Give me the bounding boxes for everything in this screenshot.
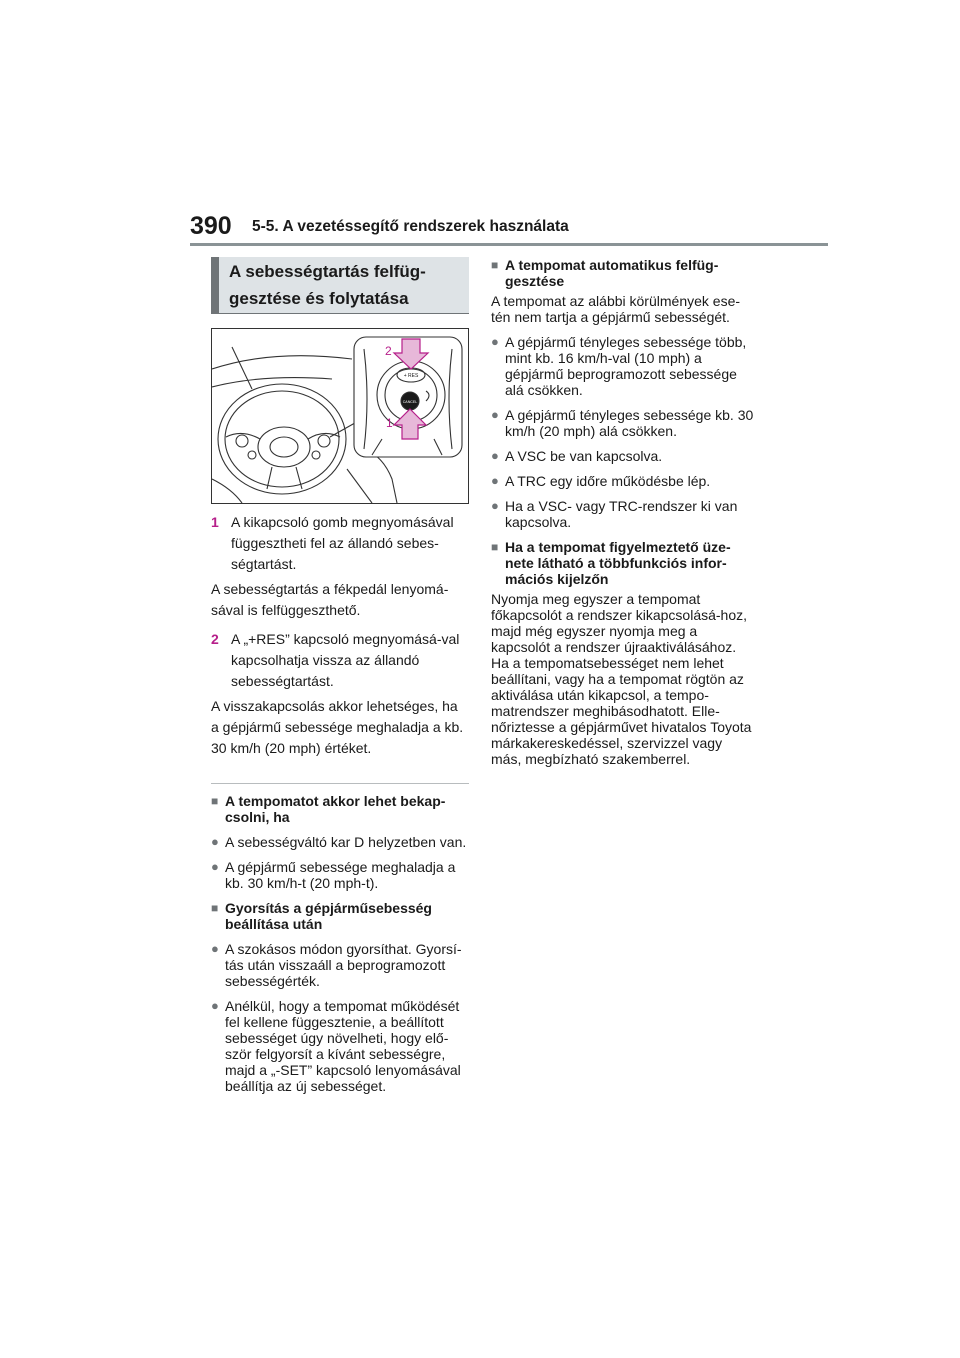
section-title xyxy=(229,258,426,312)
steering-hub xyxy=(258,427,310,467)
steering-wheel-illustration xyxy=(211,328,469,504)
section-title-box xyxy=(211,257,469,313)
circle-bullet-icon: ● xyxy=(211,941,219,956)
step-number: 2 xyxy=(211,631,219,647)
circle-bullet-icon: ● xyxy=(211,834,219,849)
cancel-label: CANCEL xyxy=(402,400,418,404)
page-number: 390 xyxy=(190,212,232,240)
section-box-rule xyxy=(211,313,469,314)
cruise-switch-location xyxy=(318,435,330,447)
left-column xyxy=(211,257,469,1094)
sub-heading-text: Gyorsítás a gépjárműsebesség beállítása után xyxy=(225,900,432,932)
step-number: 1 xyxy=(211,514,219,530)
right-column xyxy=(491,257,756,767)
list-item-text: A VSC be van kapcsolva. xyxy=(505,448,663,464)
section-title-line-1: A sebességtartás felfüg- xyxy=(229,262,426,281)
step-text: A kikapcsoló gomb megnyomásával függesztheti fel az állandó sebes-ségtartást. xyxy=(231,514,454,572)
circle-bullet-icon: ● xyxy=(491,448,499,463)
list-item-text: A gépjármű tényleges sebessége több, mint kb. 16 km/h-val (10 mph) a gépjármű beprogramozott sebessége alá csökken. xyxy=(505,334,747,398)
sub-heading-text: A tempomat automatikus felfüg-gesztése xyxy=(505,257,719,289)
list-item-text: A szokásos módon gyorsíthat. Gyorsí-tás után visszaáll a beprogramozott sebességérték. xyxy=(225,941,462,989)
square-bullet-icon: ■ xyxy=(211,901,219,915)
list-item xyxy=(211,941,469,989)
steering-wheel-rim xyxy=(218,384,346,494)
dashboard-line xyxy=(212,356,352,369)
section-title-line-2: gesztése és folytatása xyxy=(229,289,409,308)
sub-heading xyxy=(211,793,469,825)
list-item xyxy=(491,448,756,464)
body-text: Nyomja meg egyszer a tempomat főkapcsolót a rendszer kikapcsolásá-hoz, majd még egyszer nyomja meg a kapcsolót a rendszer újraaktiválásához. Ha a tempomatsebességet nem lehet beállítani, vagy ha a tempomat rögtön az aktiválása után kikapcsol, a tempo-matrendszer meghibásodhatott. Elle-nőriztesse a gépjárművet hivatalos Toyota márkakereskedéssel, szervizzel vagy más, megbízható szakemberrel. xyxy=(491,591,752,767)
steering-wheel-drawing xyxy=(212,329,468,503)
sub-heading-text: Ha a tempomat figyelmeztető üze-nete látható a többfunkciós infor-mációs kijelzőn xyxy=(505,539,731,587)
list-item-text: A sebességváltó kar D helyzetben van. xyxy=(225,834,467,850)
paragraph: A sebességtartás a fékpedál lenyomá-sával is felfüggeszthető. xyxy=(211,581,449,618)
list-item xyxy=(491,407,756,439)
circle-bullet-icon: ● xyxy=(491,334,499,349)
step-2 xyxy=(211,629,469,692)
circle-bullet-icon: ● xyxy=(211,859,219,874)
callout-1: 1 xyxy=(386,416,393,430)
list-item xyxy=(211,998,469,1094)
sub-heading xyxy=(211,900,469,932)
list-item-text: Ha a VSC- vagy TRC-rendszer ki van kapcsolva. xyxy=(505,498,738,530)
sub-heading xyxy=(491,539,756,587)
circle-bullet-icon: ● xyxy=(211,998,219,1013)
circle-bullet-icon: ● xyxy=(491,407,499,422)
list-item-text: A TRC egy időre működésbe lép. xyxy=(505,473,711,489)
intro-text: A tempomat az alábbi körülmények ese-tén nem tartja a gépjármű sebességét. xyxy=(491,293,741,325)
step-1 xyxy=(211,512,469,575)
header-rule xyxy=(190,243,828,246)
list-item xyxy=(491,498,756,530)
list-item xyxy=(211,834,469,850)
list-item xyxy=(491,473,756,489)
list-item-text: A gépjármű sebessége meghaladja a kb. 30 km/h-t (20 mph-t). xyxy=(225,859,456,891)
list-item xyxy=(211,859,469,891)
list-item-text: A gépjármű tényleges sebessége kb. 30 km/h (20 mph) alá csökken. xyxy=(505,407,754,439)
step-text: A „+RES” kapcsoló megnyomásá-val kapcsolhatja vissza az állandó sebességtartást. xyxy=(231,631,460,689)
square-bullet-icon: ■ xyxy=(211,794,219,808)
square-bullet-icon: ■ xyxy=(491,258,499,272)
callout-2: 2 xyxy=(385,344,392,358)
square-bullet-icon: ■ xyxy=(491,540,499,554)
circle-bullet-icon: ● xyxy=(491,473,499,488)
res-label: + RES xyxy=(403,373,419,379)
circle-bullet-icon: ● xyxy=(491,498,499,513)
list-item-text: Anélkül, hogy a tempomat működését fel kellene függesztenie, a beállított sebességet úgy növelheti, hogy elő-ször felgyorsít a kívánt sebességre, majd a „-SET” kapcsoló lenyomásával beállítja az új sebességet. xyxy=(225,998,461,1094)
divider xyxy=(211,783,469,784)
list-item xyxy=(491,334,756,398)
sub-heading-text: A tempomatot akkor lehet bekap-csolni, ha xyxy=(225,793,446,825)
sub-heading xyxy=(491,257,756,289)
chapter-title: 5-5. A vezetéssegítő rendszerek használata xyxy=(252,218,569,235)
paragraph: A visszakapcsolás akkor lehetséges, ha a gépjármű sebessége meghaladja a kb. 30 km/h (20 mph) értéket. xyxy=(211,698,464,756)
